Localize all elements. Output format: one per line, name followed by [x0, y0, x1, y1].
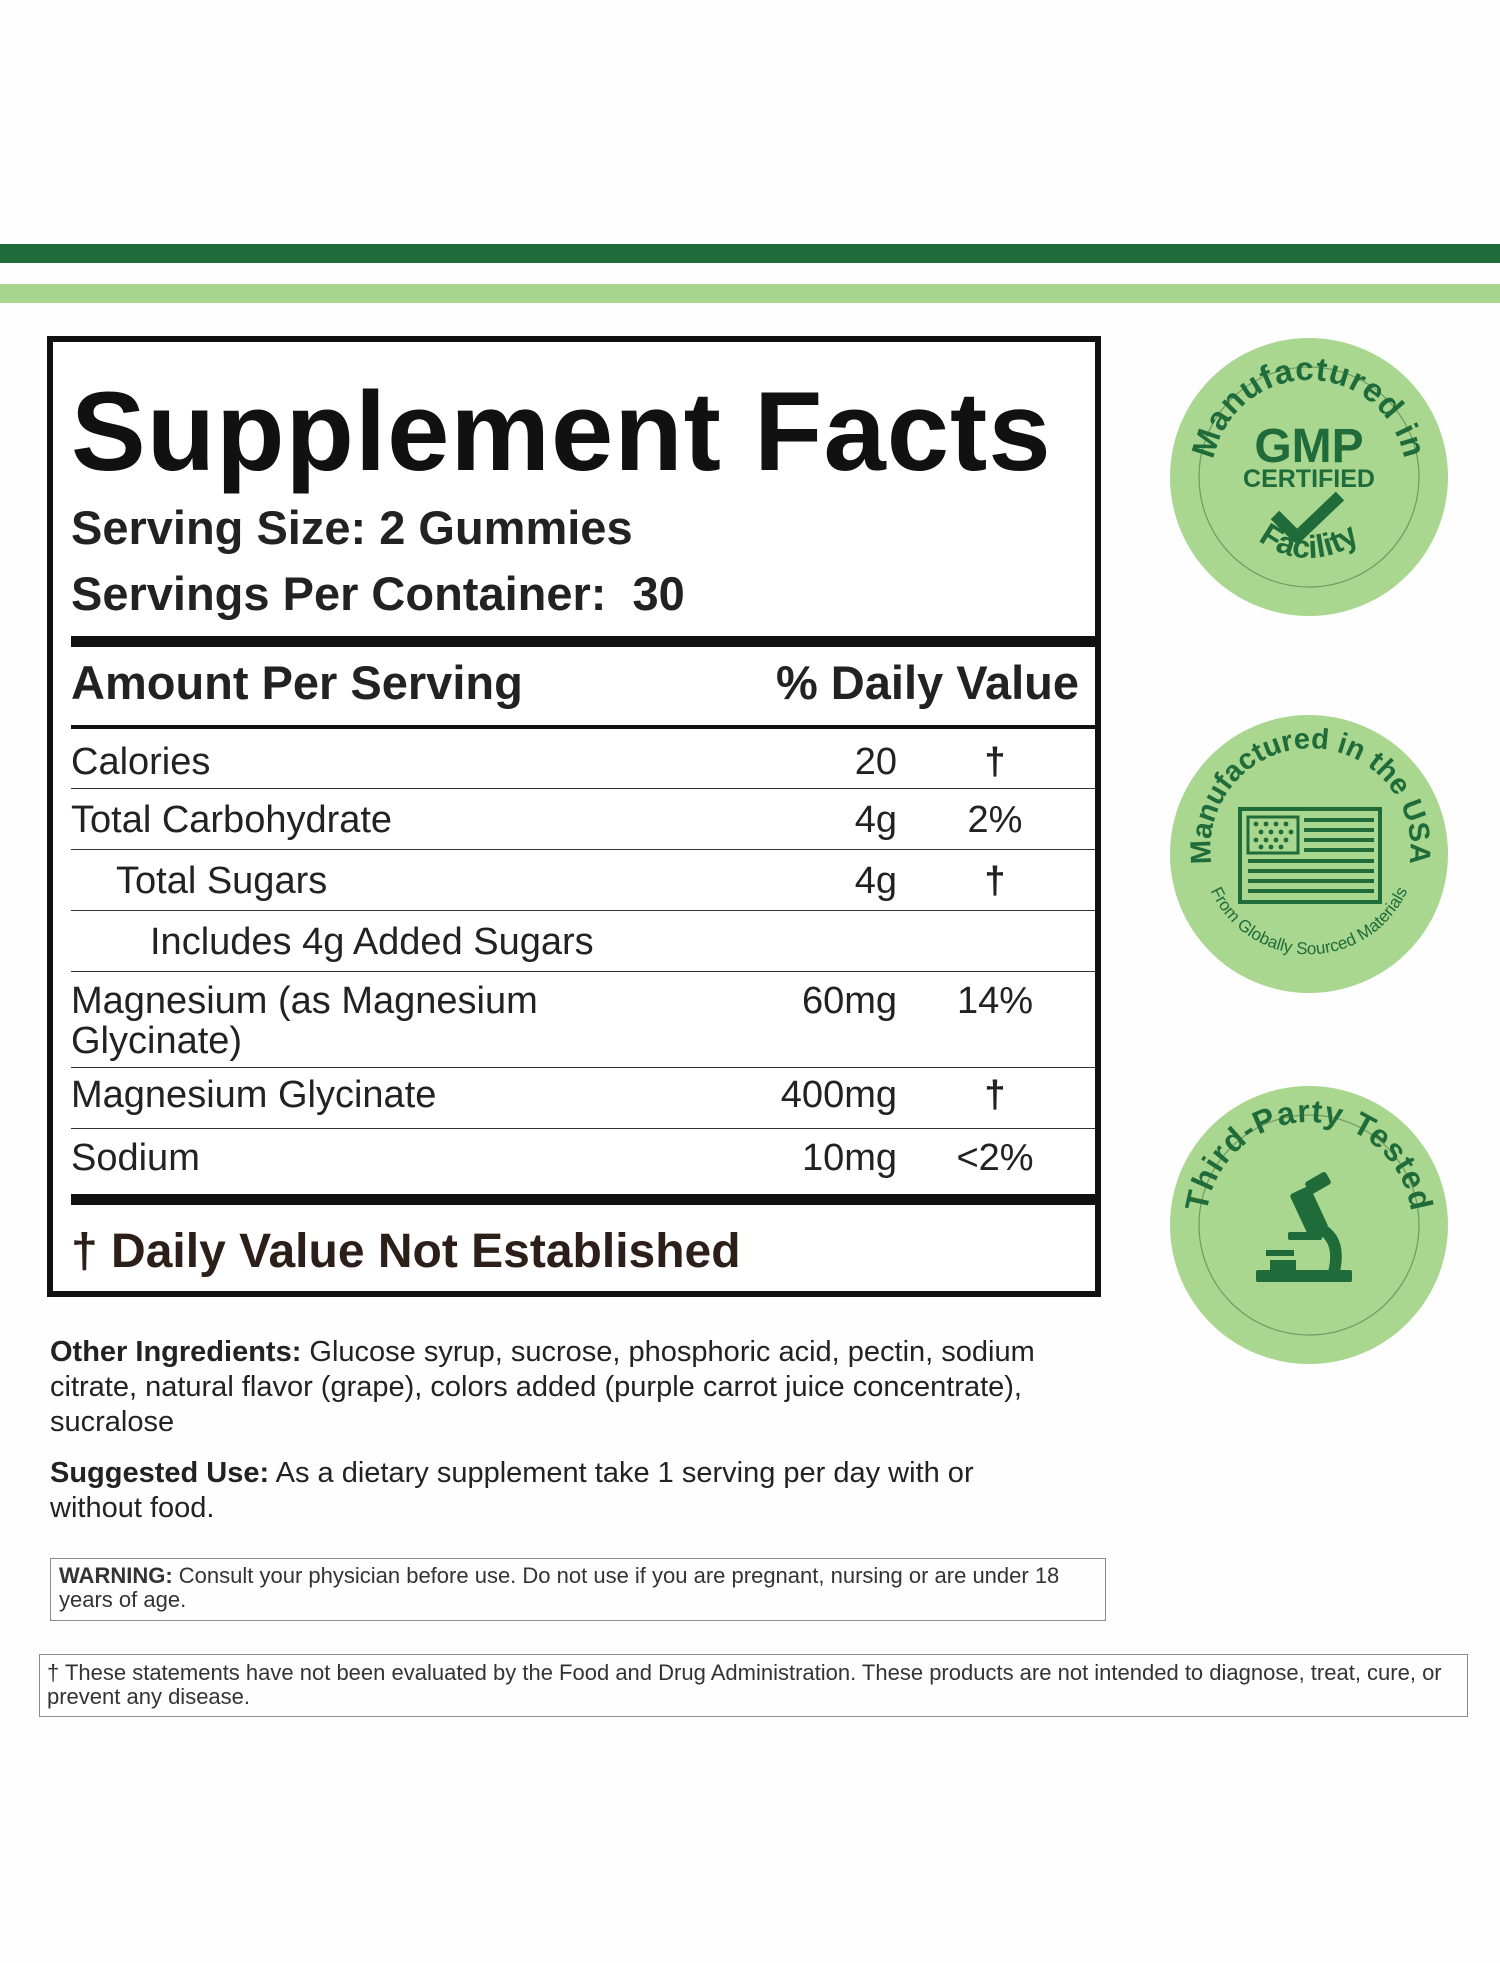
badge-arc-top: Third-Party Tested — [1177, 1092, 1441, 1215]
suggested-use-text: As a dietary supplement take 1 serving per day with or without food. — [50, 1457, 974, 1524]
daily-value-header: % Daily Value — [775, 656, 1079, 709]
facts-row-magnesium-glycinate — [71, 1068, 1095, 1129]
other-ingredients-text: Glucose syrup, sucrose, phosphoric acid, pectin, sodium citrate, natural flavor (grape), colors added (purple carrot juice concentrate), sucralose — [50, 1336, 1035, 1438]
facts-row-total-carbohydrate — [71, 789, 1095, 850]
facts-row-calories — [71, 729, 1095, 789]
nutrient-name: Includes 4g Added Sugars — [150, 921, 594, 963]
usa-badge-graphic — [1168, 713, 1450, 995]
suggested-use-label: Suggested Use: — [50, 1457, 270, 1489]
top-band-dark — [0, 244, 1500, 263]
nutrient-daily-value: <2% — [956, 1137, 1034, 1179]
nutrient-name: Magnesium (as Magnesium Glycinate) — [71, 980, 538, 1062]
nutrient-name: Total Carbohydrate — [71, 799, 393, 841]
badge-arc-top: Manufactured in the USA — [1185, 722, 1436, 866]
nutrient-name: Magnesium Glycinate — [71, 1074, 437, 1116]
gmp-badge-graphic — [1168, 336, 1450, 618]
top-band-light — [0, 284, 1500, 303]
nutrient-daily-value: 14% — [956, 980, 1034, 1022]
facts-title: Supplement Facts — [71, 369, 1052, 494]
daily-value-footnote: † Daily Value Not Established — [71, 1225, 741, 1278]
made-in-usa-badge — [1168, 713, 1450, 995]
suggested-use — [50, 1456, 1070, 1526]
nutrient-name: Total Sugars — [116, 860, 328, 902]
supplement-facts-panel — [47, 336, 1101, 1297]
amount-per-serving-header: Amount Per Serving — [71, 656, 523, 709]
nutrient-amount: 400mg — [780, 1074, 897, 1116]
nutrient-amount: 4g — [854, 860, 897, 902]
nutrient-amount: 60mg — [801, 980, 897, 1022]
serving-size: Serving Size: 2 Gummies — [71, 501, 633, 554]
badge-arc-top: Manufactured in — [1184, 349, 1434, 462]
warning-text: Consult your physician before use. Do not use if you are pregnant, nursing or are under 18 years of age. — [59, 1563, 1060, 1612]
nutrient-name: Sodium — [71, 1137, 200, 1179]
facts-row-total-sugars — [71, 850, 1095, 911]
third-party-tested-badge — [1168, 1084, 1450, 1366]
servings-per-container: Servings Per Container: 30 — [71, 567, 685, 620]
nutrient-daily-value: † — [984, 860, 1006, 902]
badge-arc-bottom: From Globally Sourced Materials — [1206, 883, 1412, 959]
badge-gmp-text: GMP — [1254, 420, 1364, 473]
nutrient-name: Calories — [71, 741, 211, 783]
nutrient-amount: 20 — [854, 741, 897, 783]
badge-arc-bottom: Facility — [1253, 515, 1365, 566]
nutrient-amount: 10mg — [801, 1137, 897, 1179]
badge-certified-text: CERTIFIED — [1243, 465, 1375, 493]
warning-label: WARNING: — [59, 1563, 173, 1588]
divider-thick-bottom — [71, 1194, 1095, 1205]
facts-row-sodium — [71, 1129, 1095, 1191]
gmp-certified-badge — [1168, 336, 1450, 618]
nutrient-daily-value: † — [984, 741, 1006, 783]
facts-row-added-sugars — [71, 911, 1095, 972]
nutrient-daily-value: 2% — [967, 799, 1023, 841]
divider-thick — [71, 636, 1095, 647]
nutrient-daily-value: † — [984, 1074, 1006, 1116]
warning-box — [50, 1558, 1106, 1621]
facts-row-magnesium — [71, 972, 1095, 1068]
fda-disclaimer: † These statements have not been evaluated by the Food and Drug Administration. These products are not intended to diagnose, treat, cure, or prevent any disease. — [39, 1654, 1468, 1717]
other-ingredients — [50, 1335, 1070, 1440]
tested-badge-graphic — [1168, 1084, 1450, 1366]
nutrient-amount: 4g — [854, 799, 897, 841]
other-ingredients-label: Other Ingredients: — [50, 1336, 302, 1368]
